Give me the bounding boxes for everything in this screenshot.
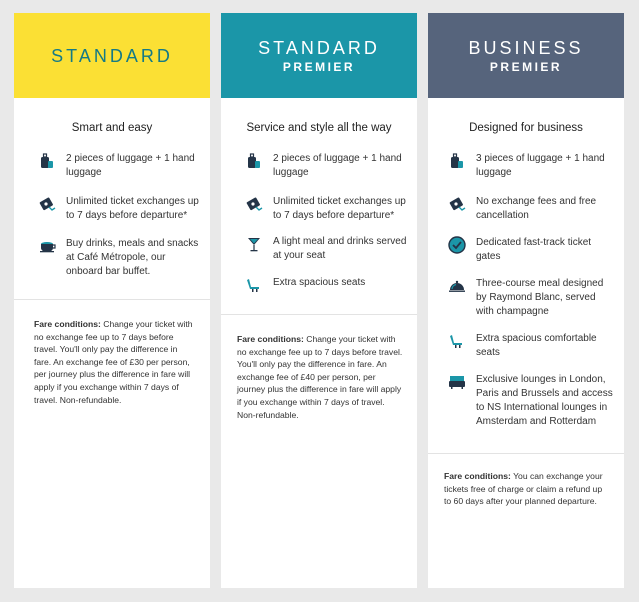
fare-conditions-text: Change your ticket with no exchange fee up to 7 days before travel. You'll only pay the difference in fare. An exchange fee of £30 per person, per journey plus the difference in fare will apply if you exchange within 7 days of travel. Non-refundable. — [34, 319, 193, 405]
feature-item — [38, 152, 200, 180]
fare-conditions — [428, 454, 624, 508]
seat-icon — [448, 332, 466, 350]
feature-list — [14, 152, 210, 279]
feature-item — [448, 277, 614, 319]
fare-conditions-label: Fare conditions: — [444, 471, 511, 481]
fare-conditions-text: Change your ticket with no exchange fee up to 7 days before travel. You'll only pay the difference in fare. An exchange fee of £40 per person, per journey plus the difference in fare will apply if you exchange within 7 days of travel. Non-refundable. — [237, 334, 403, 420]
cocktail-glass-icon — [245, 235, 263, 253]
cloche-meal-icon — [448, 277, 466, 295]
ticket-exchange-icon — [448, 195, 466, 213]
lounge-sofa-icon — [448, 373, 466, 391]
fare-conditions — [221, 315, 417, 421]
feature-text: Extra spacious seats — [273, 277, 366, 288]
luggage-icon — [448, 152, 466, 170]
plan-tagline: Smart and easy — [71, 122, 153, 134]
feature-item — [245, 276, 407, 294]
feature-item — [448, 332, 614, 360]
feature-text: 2 pieces of luggage + 1 hand luggage — [66, 153, 195, 178]
feature-text: Buy drinks, meals and snacks at Café Métropole, our onboard bar buffet. — [66, 238, 199, 277]
luggage-icon — [245, 152, 263, 170]
feature-item — [245, 152, 407, 180]
feature-text: 2 pieces of luggage + 1 hand luggage — [273, 153, 402, 178]
feature-text: Unlimited ticket exchanges up to 7 days before departure* — [66, 196, 199, 221]
feature-text: Unlimited ticket exchanges up to 7 days before departure* — [273, 196, 406, 221]
feature-item — [38, 195, 200, 223]
feature-text: Exclusive lounges in London, Paris and Brussels and access to NS International lounges in Amsterdam and Rotterdam — [476, 374, 613, 427]
feature-item — [448, 152, 614, 180]
plan-header — [428, 13, 624, 98]
feature-item — [245, 195, 407, 223]
plan-header — [221, 13, 417, 98]
feature-text: Extra spacious comfortable seats — [476, 333, 597, 358]
fast-track-check-icon — [448, 236, 466, 254]
fare-conditions — [14, 300, 210, 406]
fare-conditions-label: Fare conditions: — [34, 319, 101, 329]
seat-icon — [245, 276, 263, 294]
fare-conditions-label: Fare conditions: — [237, 334, 304, 344]
plan-tagline: Service and style all the way — [246, 122, 392, 134]
feature-text: A light meal and drinks served at your seat — [273, 236, 407, 261]
coffee-cup-icon — [38, 237, 56, 255]
feature-text: 3 pieces of luggage + 1 hand luggage — [476, 153, 605, 178]
plan-subtitle: PREMIER — [489, 59, 563, 74]
feature-list — [428, 152, 624, 429]
plan-card-business-premier — [428, 13, 624, 588]
plan-title: STANDARD — [51, 45, 173, 66]
feature-item — [448, 373, 614, 429]
feature-item — [448, 195, 614, 223]
plan-tagline: Designed for business — [469, 122, 583, 134]
feature-text: Three-course meal designed by Raymond Blanc, served with champagne — [476, 278, 604, 317]
luggage-icon — [38, 152, 56, 170]
plan-subtitle: PREMIER — [282, 59, 356, 74]
feature-item — [38, 237, 200, 279]
feature-text: No exchange fees and free cancellation — [476, 196, 597, 221]
feature-list — [221, 152, 417, 294]
ticket-exchange-icon — [245, 195, 263, 213]
plan-title: STANDARD — [258, 37, 380, 58]
ticket-exchange-icon — [38, 195, 56, 213]
feature-item — [245, 235, 407, 263]
plan-title: BUSINESS — [468, 37, 584, 58]
plan-card-standard-premier — [221, 13, 417, 588]
fare-conditions-text: You can exchange your tickets free of charge or claim a refund up to 60 days after your planned departure. — [444, 471, 603, 507]
feature-item — [448, 236, 614, 264]
plan-header — [14, 13, 210, 98]
feature-text: Dedicated fast-track ticket gates — [476, 237, 592, 262]
plan-card-standard — [14, 13, 210, 588]
